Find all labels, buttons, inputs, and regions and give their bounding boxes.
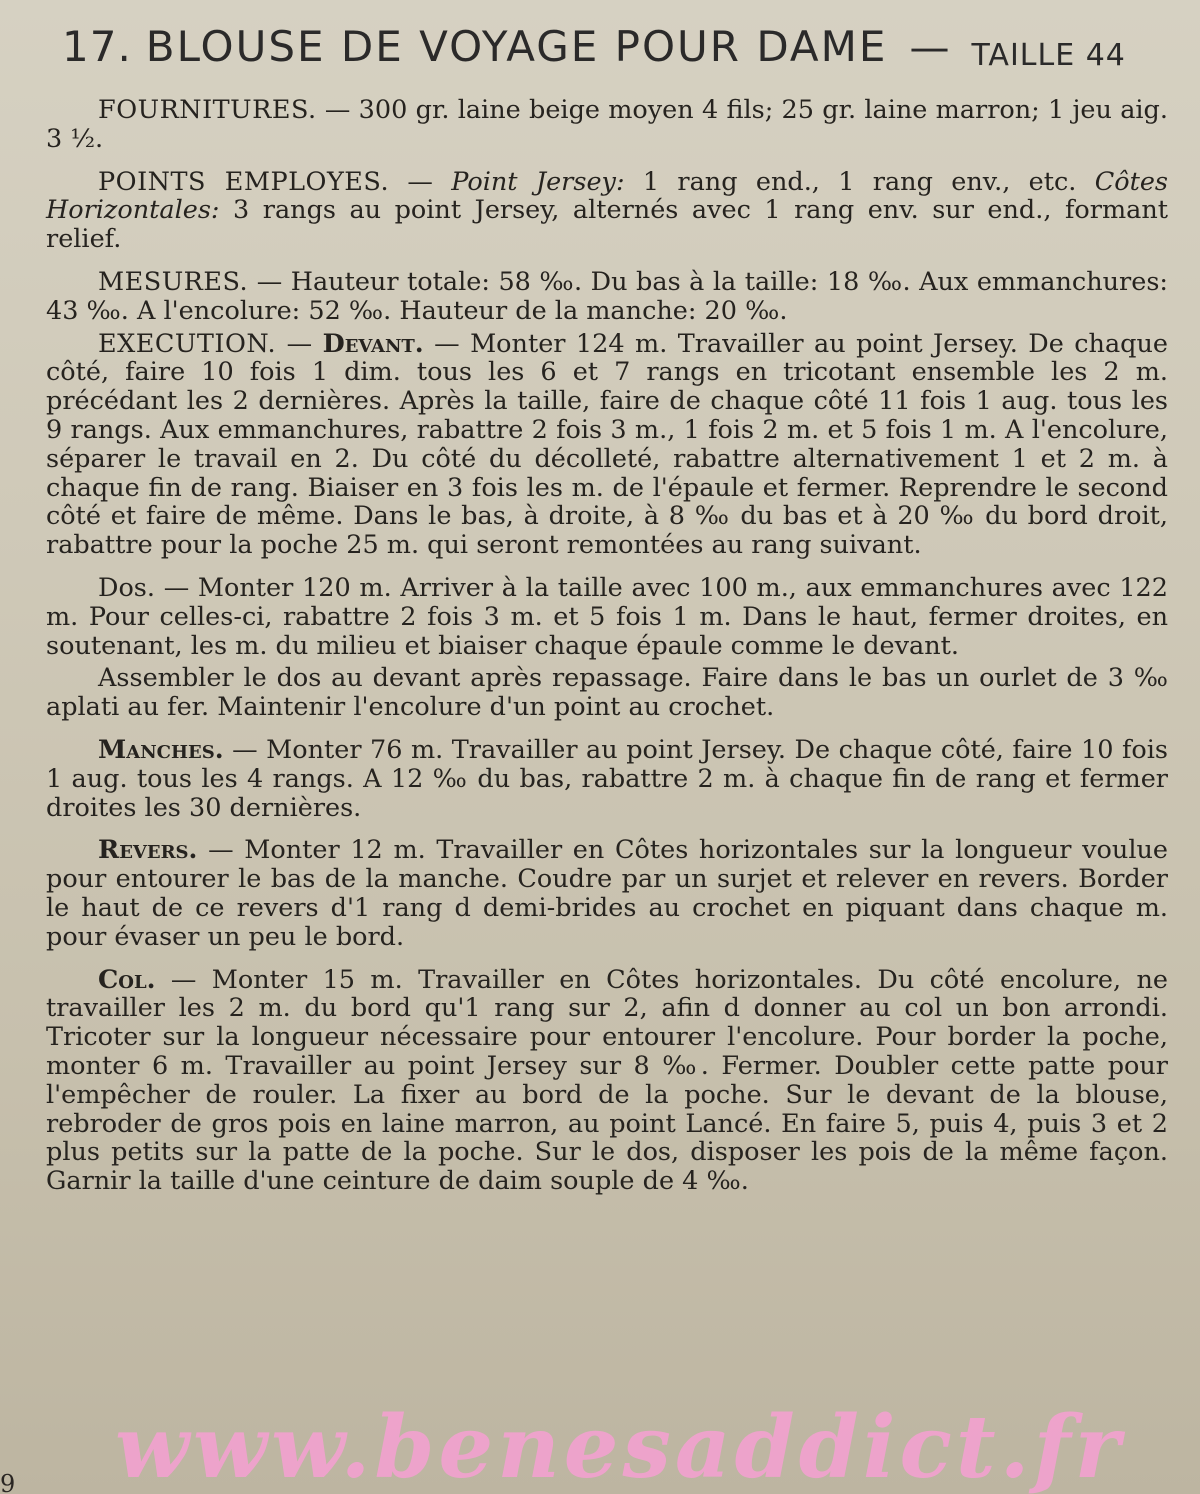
section-text: — Hauteur totale: 58 ‰. Du bas à la taille: 18 ‰. Aux emmanchures: 43 ‰. A l'encolure: 52 ‰. Hauteur de la manche: 20 ‰. (46, 266, 1168, 326)
section-heading: Dos. (98, 572, 155, 603)
section-col (46, 966, 1168, 1196)
section-text: — Monter 76 m. Travailler au point Jersey. De chaque côté, faire 10 fois 1 aug. tous les 4 rangs. A 12 ‰ du bas, rabattre 2 m. à chaque fin de rang et fermer droites les 30 dernières. (46, 734, 1168, 823)
section-dash: — (276, 328, 323, 359)
stitch-label-cotes: Côtes Horizontales: (46, 166, 1169, 226)
section-text: — Monter 124 m. Travailler au point Jersey. De chaque côté, faire 10 fois 1 dim. tous les 6 et 7 rangs en tricotant ensemble les 2 m. précédant les 2 dernières. Après la taille, faire de chaque côté 11 fois 1 aug. tous les 9 rangs. Aux emmanchures, rabattre 2 fois 3 m., 1 fois 2 m. et 5 fois 1 m. A l'encolure, séparer le travail en 2. Du côté du décolleté, rabattre alternativement 1 et 2 m. à chaque fin de rang. Biaiser en 3 fois les m. de l'épaule et fermer. Reprendre le second côté et faire de même. Dans le bas, à droite, à 8 ‰ du bas et à 20 ‰ du bord droit, rabattre pour la poche 25 m. qui seront remontées au rang suivant. (46, 328, 1168, 561)
section-dash: — (389, 166, 452, 197)
title-dash: — (909, 25, 950, 71)
stitch-text-cotes: 3 rangs au point Jersey, alternés avec 1 rang env. sur end., formant relief. (46, 195, 1168, 255)
section-text: — Monter 15 m. Travailler en Côtes horizontales. Du côté encolure, ne travailler les 2 m. du bord qu'1 rang sur 2, afin d donner au col un bon arrondi. Tricoter sur la longueur nécessaire pour entourer l'encolure. Pour border la poche, monter 6 m. Travailler au point Jersey sur 8 ‰. Fermer. Doubler cette patte pour l'empêcher de rouler. La fixer au bord de la poche. Sur le devant de la blouse, rebroder de gros pois en laine marron, au point Lancé. En faire 5, puis 4, puis 3 et 2 plus petits sur la patte de la poche. Sur le dos, disposer les pois de la même façon. Garnir la taille d'une ceinture de daim souple de 4 ‰. (46, 964, 1168, 1197)
section-text: — 300 gr. laine beige moyen 4 fils; 25 gr. laine marron; 1 jeu aig. 3 ½. (46, 95, 1168, 154)
pattern-size: TAILLE 44 (971, 38, 1126, 73)
website-watermark: www.benesaddict.fr (115, 1397, 1124, 1494)
section-heading: POINTS EMPLOYES. (98, 166, 390, 197)
section-dos (46, 574, 1168, 660)
section-heading: EXECUTION. (98, 328, 277, 359)
section-fournitures (46, 96, 1168, 154)
section-revers (46, 836, 1168, 951)
section-assembler (46, 664, 1168, 722)
section-execution (46, 330, 1168, 560)
section-mesures (46, 268, 1168, 326)
section-manches (46, 736, 1168, 822)
stitch-label-jersey: Point Jersey: (451, 166, 625, 197)
section-heading: Revers. (98, 835, 198, 866)
section-text: — Monter 120 m. Arriver à la taille avec 100 m., aux emmanchures avec 122 m. Pour celles-ci, rabattre 2 fois 3 m. et 5 fois 1 m. Dans le haut, fermer droites, en soutenant, les m. du milieu et biaiser chaque épaule comme le devant. (46, 572, 1168, 661)
section-heading: MESURES. (98, 266, 249, 297)
stitch-text-jersey: 1 rang end., 1 rang env., etc. (624, 166, 1095, 197)
section-heading: Col. (98, 964, 156, 995)
section-text: Assembler le dos au devant après repassage. Faire dans le bas un ourlet de 3 ‰ aplati au fer. Maintenir l'encolure d'un point au crochet. (46, 663, 1168, 723)
section-points (46, 168, 1168, 254)
subsection-heading-devant: Devant. (322, 328, 424, 359)
section-heading: FOURNITURES. (98, 95, 317, 125)
section-heading: Manches. (98, 734, 224, 765)
pattern-title (62, 22, 1182, 92)
section-text: — Monter 12 m. Travailler en Côtes horizontales sur la longueur voulue pour entourer le bas de la manche. Coudre par un surjet et relever en revers. Border le haut de ce revers d'1 rang d demi-brides au crochet en piquant dans chaque m. pour évaser un peu le bord. (46, 835, 1168, 952)
page-number: 9 (0, 1470, 16, 1494)
pattern-number: 17. (62, 22, 132, 71)
pattern-instructions (46, 96, 1168, 1446)
pattern-name: BLOUSE DE VOYAGE POUR DAME (145, 22, 888, 71)
